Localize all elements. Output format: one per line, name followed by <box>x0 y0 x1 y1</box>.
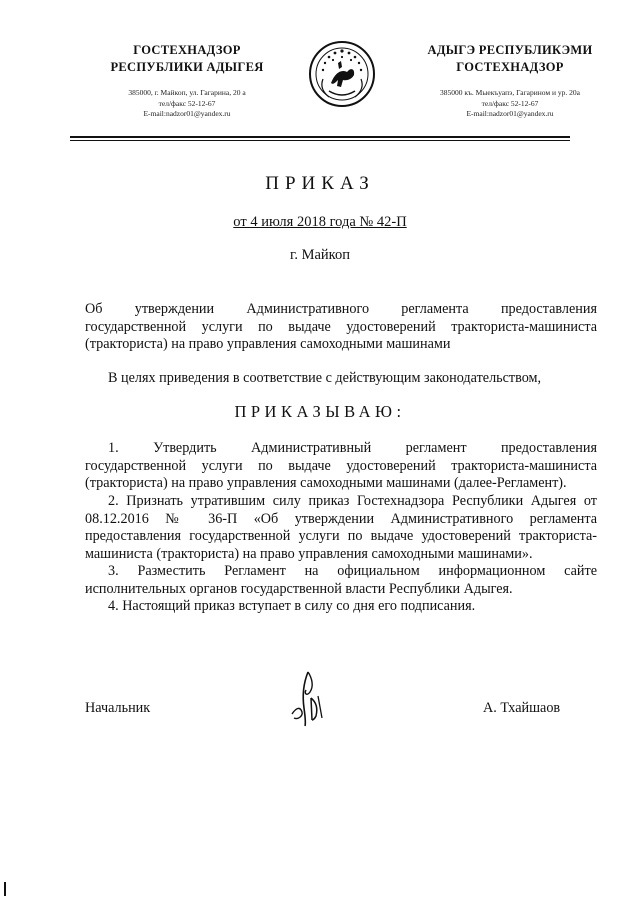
address-line: тел/факс 52-12-67 <box>158 98 216 108</box>
right-org-address <box>405 88 615 120</box>
item-line: машиниста (тракториста) на право управления самоходными машинами». <box>85 545 533 562</box>
address-line: E-mail:nadzor01@yandex.ru <box>466 109 554 118</box>
header-divider-thick <box>70 136 570 138</box>
item-line: 2. Признать утратившим силу приказ Гостехнадзора Республики Адыгея от <box>108 493 597 509</box>
left-org-line: РЕСПУБЛИКИ АДЫГЕЯ <box>110 60 264 74</box>
order-item-1 <box>85 440 597 493</box>
preamble-line: В целях приведения в соответствие с действующим законодательством, <box>108 370 542 386</box>
item-line: 1. Утвердить Административный регламент предоставления <box>108 440 597 456</box>
item-line: предоставления государственной услуги по выдаче удостоверений тракториста- <box>85 528 597 544</box>
left-org-line: ГОСТЕХНАДЗОР <box>133 43 241 57</box>
subject-line: государственной услуги по выдаче удостоверений тракториста-машиниста <box>85 318 597 335</box>
handwritten-signature-icon <box>278 668 338 728</box>
document-title: ПРИКАЗ <box>265 173 375 194</box>
preamble <box>108 370 598 388</box>
order-item-2 <box>85 493 597 563</box>
right-org-line: АДЫГЭ РЕСПУБЛИКЭМИ <box>427 43 593 57</box>
left-org-name <box>92 42 282 76</box>
order-item-3 <box>85 563 597 598</box>
item-line: 4. Настоящий приказ вступает в силу со дня его подписания. <box>108 598 476 614</box>
signatory-position: Начальник <box>85 700 151 716</box>
order-item-4 <box>85 598 597 616</box>
right-org-line: ГОСТЕХНАДЗОР <box>456 60 564 74</box>
coat-of-arms-adygea-emblem <box>307 39 377 109</box>
item-line: 3. Разместить Регламент на официальном информационном сайте <box>108 563 597 579</box>
address-line: E-mail:nadzor01@yandex.ru <box>143 109 231 118</box>
scan-edge-mark <box>4 882 6 896</box>
city: г. Майкоп <box>290 247 350 263</box>
left-org-address <box>92 88 282 120</box>
order-subject <box>85 301 597 354</box>
item-line: 08.12.2016 № 36-П «Об утверждении Административного регламента <box>85 510 597 527</box>
subject-line: Об утверждении Административного регламента предоставления <box>85 301 597 317</box>
address-line: 385000 къ. Мыекъуапэ, Гагарином и ур. 20а <box>440 88 580 97</box>
signatory-name: А. Тхайшаов <box>483 700 561 716</box>
address-line: тел/факс 52-12-67 <box>481 98 539 108</box>
item-line: государственной услуги по выдаче удостоверений тракториста-машиниста <box>85 457 597 474</box>
subject-line: (тракториста) на право управления самоходными машинами <box>85 336 451 352</box>
order-word: ПРИКАЗЫВАЮ: <box>234 402 406 421</box>
item-line: (тракториста) на право управления самоходными машинами (далее-Регламент). <box>85 475 567 491</box>
order-date-text: от 4 июля 2018 года № 42-П <box>233 214 407 230</box>
address-line: 385000, г. Майкоп, ул. Гагарина, 20 а <box>128 88 246 97</box>
item-line: исполнительных органов государственной власти Республики Адыгея. <box>85 580 513 597</box>
right-org-name <box>405 42 615 76</box>
header-divider-thin <box>70 140 570 141</box>
order-date-number <box>0 214 640 231</box>
